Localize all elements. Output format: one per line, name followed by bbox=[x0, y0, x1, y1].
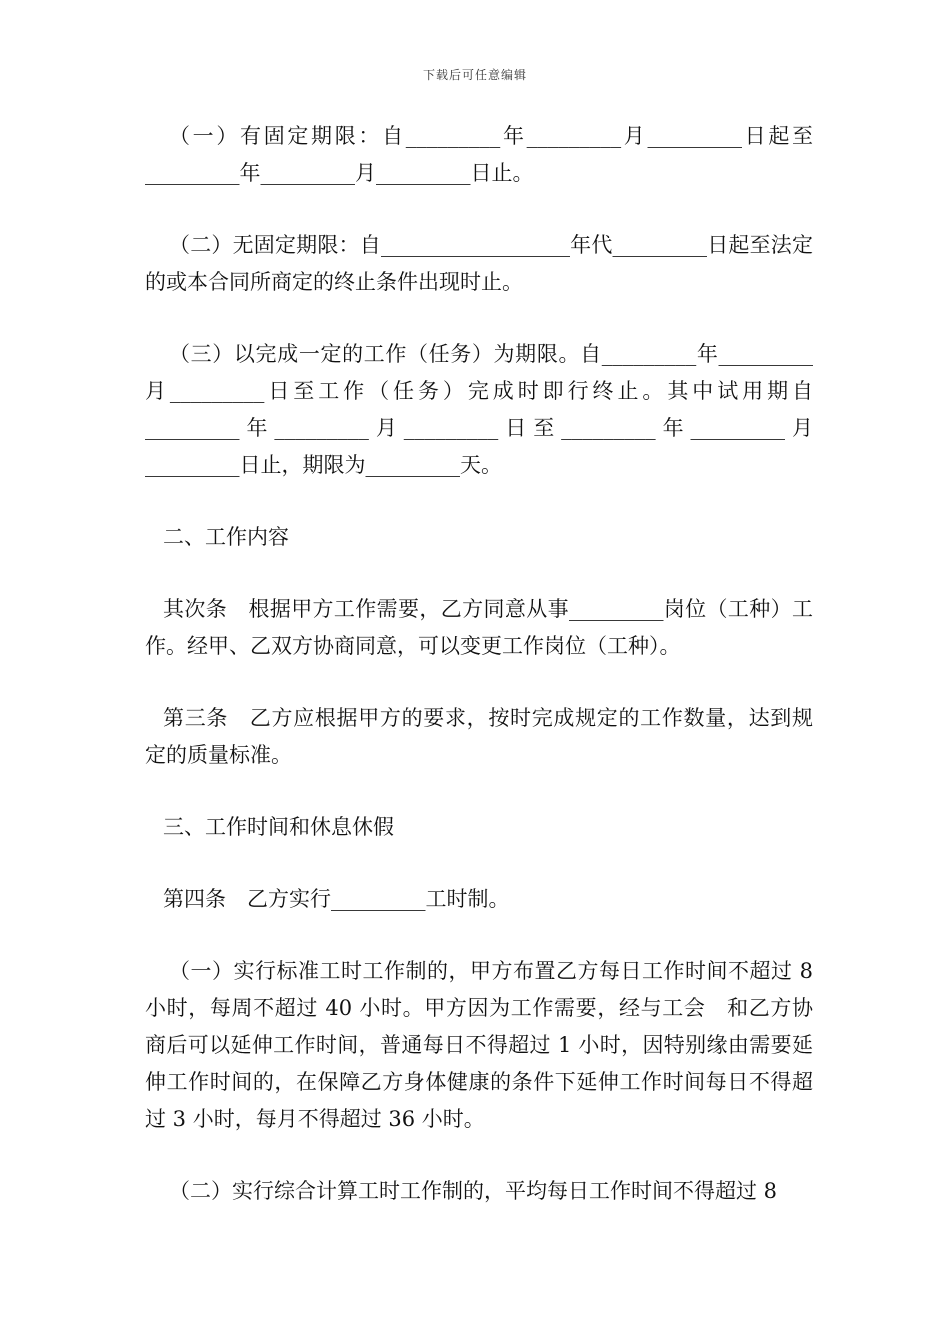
term-unfixed-paragraph: （二）无固定期限：自__________________年代_________日起至法定的或本合同所商定的终止条件出现时止。 bbox=[145, 233, 813, 294]
page-header-note: 下载后可任意编辑 bbox=[422, 68, 527, 82]
document-body bbox=[145, 118, 813, 1245]
comprehensive-hours-paragraph: （二）实行综合计算工时工作制的，平均每日工作时间不得超过 8 bbox=[169, 1179, 778, 1203]
article-2-paragraph: 其次条 根据甲方工作需要，乙方同意从事_________岗位（工种）工作。经甲、乙双方协商同意，可以变更工作岗位（工种）。 bbox=[145, 597, 813, 658]
term-fixed-paragraph: （一）有固定期限：自_________年_________月_________日起至_________年_________月_________日止。 bbox=[145, 124, 813, 185]
article-3-paragraph: 第三条 乙方应根据甲方的要求，按时完成规定的工作数量，达到规定的质量标准。 bbox=[145, 706, 813, 767]
article-4-paragraph: 第四条 乙方实行_________工时制。 bbox=[163, 887, 510, 911]
section-heading-work-content: 二、工作内容 bbox=[163, 525, 289, 549]
section-heading-work-time: 三、工作时间和休息休假 bbox=[163, 815, 394, 839]
standard-hours-paragraph: （一）实行标准工时工作制的，甲方布置乙方每日工作时间不超过 8 小时，每周不超过 40 小时。甲方因为工作需要，经与工会 和乙方协商后可以延伸工作时间，普通每日不得超过 1 小时，因特别缘由需要延伸工作时间的，在保障乙方身体健康的条件下延伸工作时间每日不得超过 3 小时，每月不得超过 36 小时。 bbox=[145, 959, 813, 1131]
term-task-paragraph: （三）以完成一定的工作（任务）为期限。自_________年_________月_________日至工作（任务）完成时即行终止。其中试用期自_________年_________月_________日至_________年_________月_________日止，期限为_________天。 bbox=[145, 342, 813, 477]
